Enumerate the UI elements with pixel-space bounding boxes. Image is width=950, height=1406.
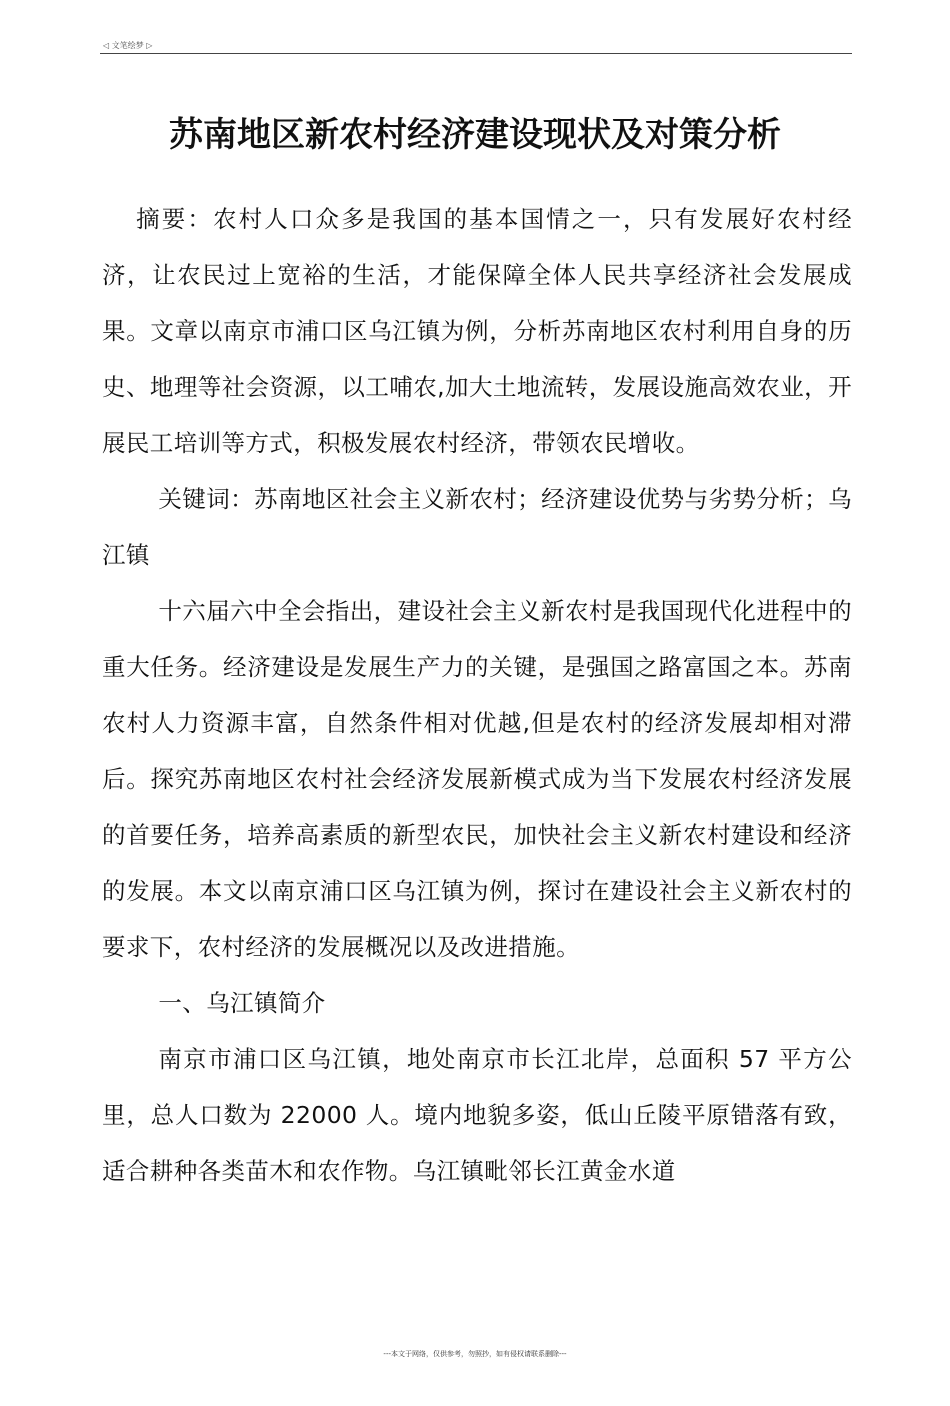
keywords-paragraph: 关键词：苏南地区社会主义新农村；经济建设优势与劣势分析；乌江镇 xyxy=(102,485,852,569)
footer-disclaimer: ---本文于网络，仅供参考，勿照抄，如有侵权请联系删除--- xyxy=(383,1350,567,1358)
document-title: 苏南地区新农村经济建设现状及对策分析 xyxy=(169,114,781,155)
header-divider xyxy=(100,53,852,54)
document-body xyxy=(102,191,852,1199)
abstract-paragraph: 摘要：农村人口众多是我国的基本国情之一，只有发展好农村经济，让农民过上宽裕的生活，才能保障全体人民共享经济社会发展成果。文章以南京市浦口区乌江镇为例，分析苏南地区农村利用自身的历史、地理等社会资源，以工哺农,加大土地流转，发展设施高效农业，开展民工培训等方式，积极发展农村经济，带领农民增收。 xyxy=(102,205,852,457)
header-mark: ◁ 文笔绘梦 ▷ xyxy=(103,41,153,50)
section-heading: 一、乌江镇简介 xyxy=(158,989,326,1017)
intro-paragraph: 十六届六中全会指出，建设社会主义新农村是我国现代化进程中的重大任务。经济建设是发展生产力的关键，是强国之路富国之本。苏南农村人力资源丰富，自然条件相对优越,但是农村的经济发展却相对滞后。探究苏南地区农村社会经济发展新模式成为当下发展农村经济发展的首要任务，培养高素质的新型农民，加快社会主义新农村建设和经济的发展。本文以南京浦口区乌江镇为例，探讨在建设社会主义新农村的要求下，农村经济的发展概况以及改进措施。 xyxy=(102,597,852,961)
section-paragraph: 南京市浦口区乌江镇，地处南京市长江北岸，总面积 57 平方公里，总人口数为 22000 人。境内地貌多姿，低山丘陵平原错落有致，适合耕种各类苗木和农作物。乌江镇毗邻长江黄金水道 xyxy=(102,1045,852,1185)
